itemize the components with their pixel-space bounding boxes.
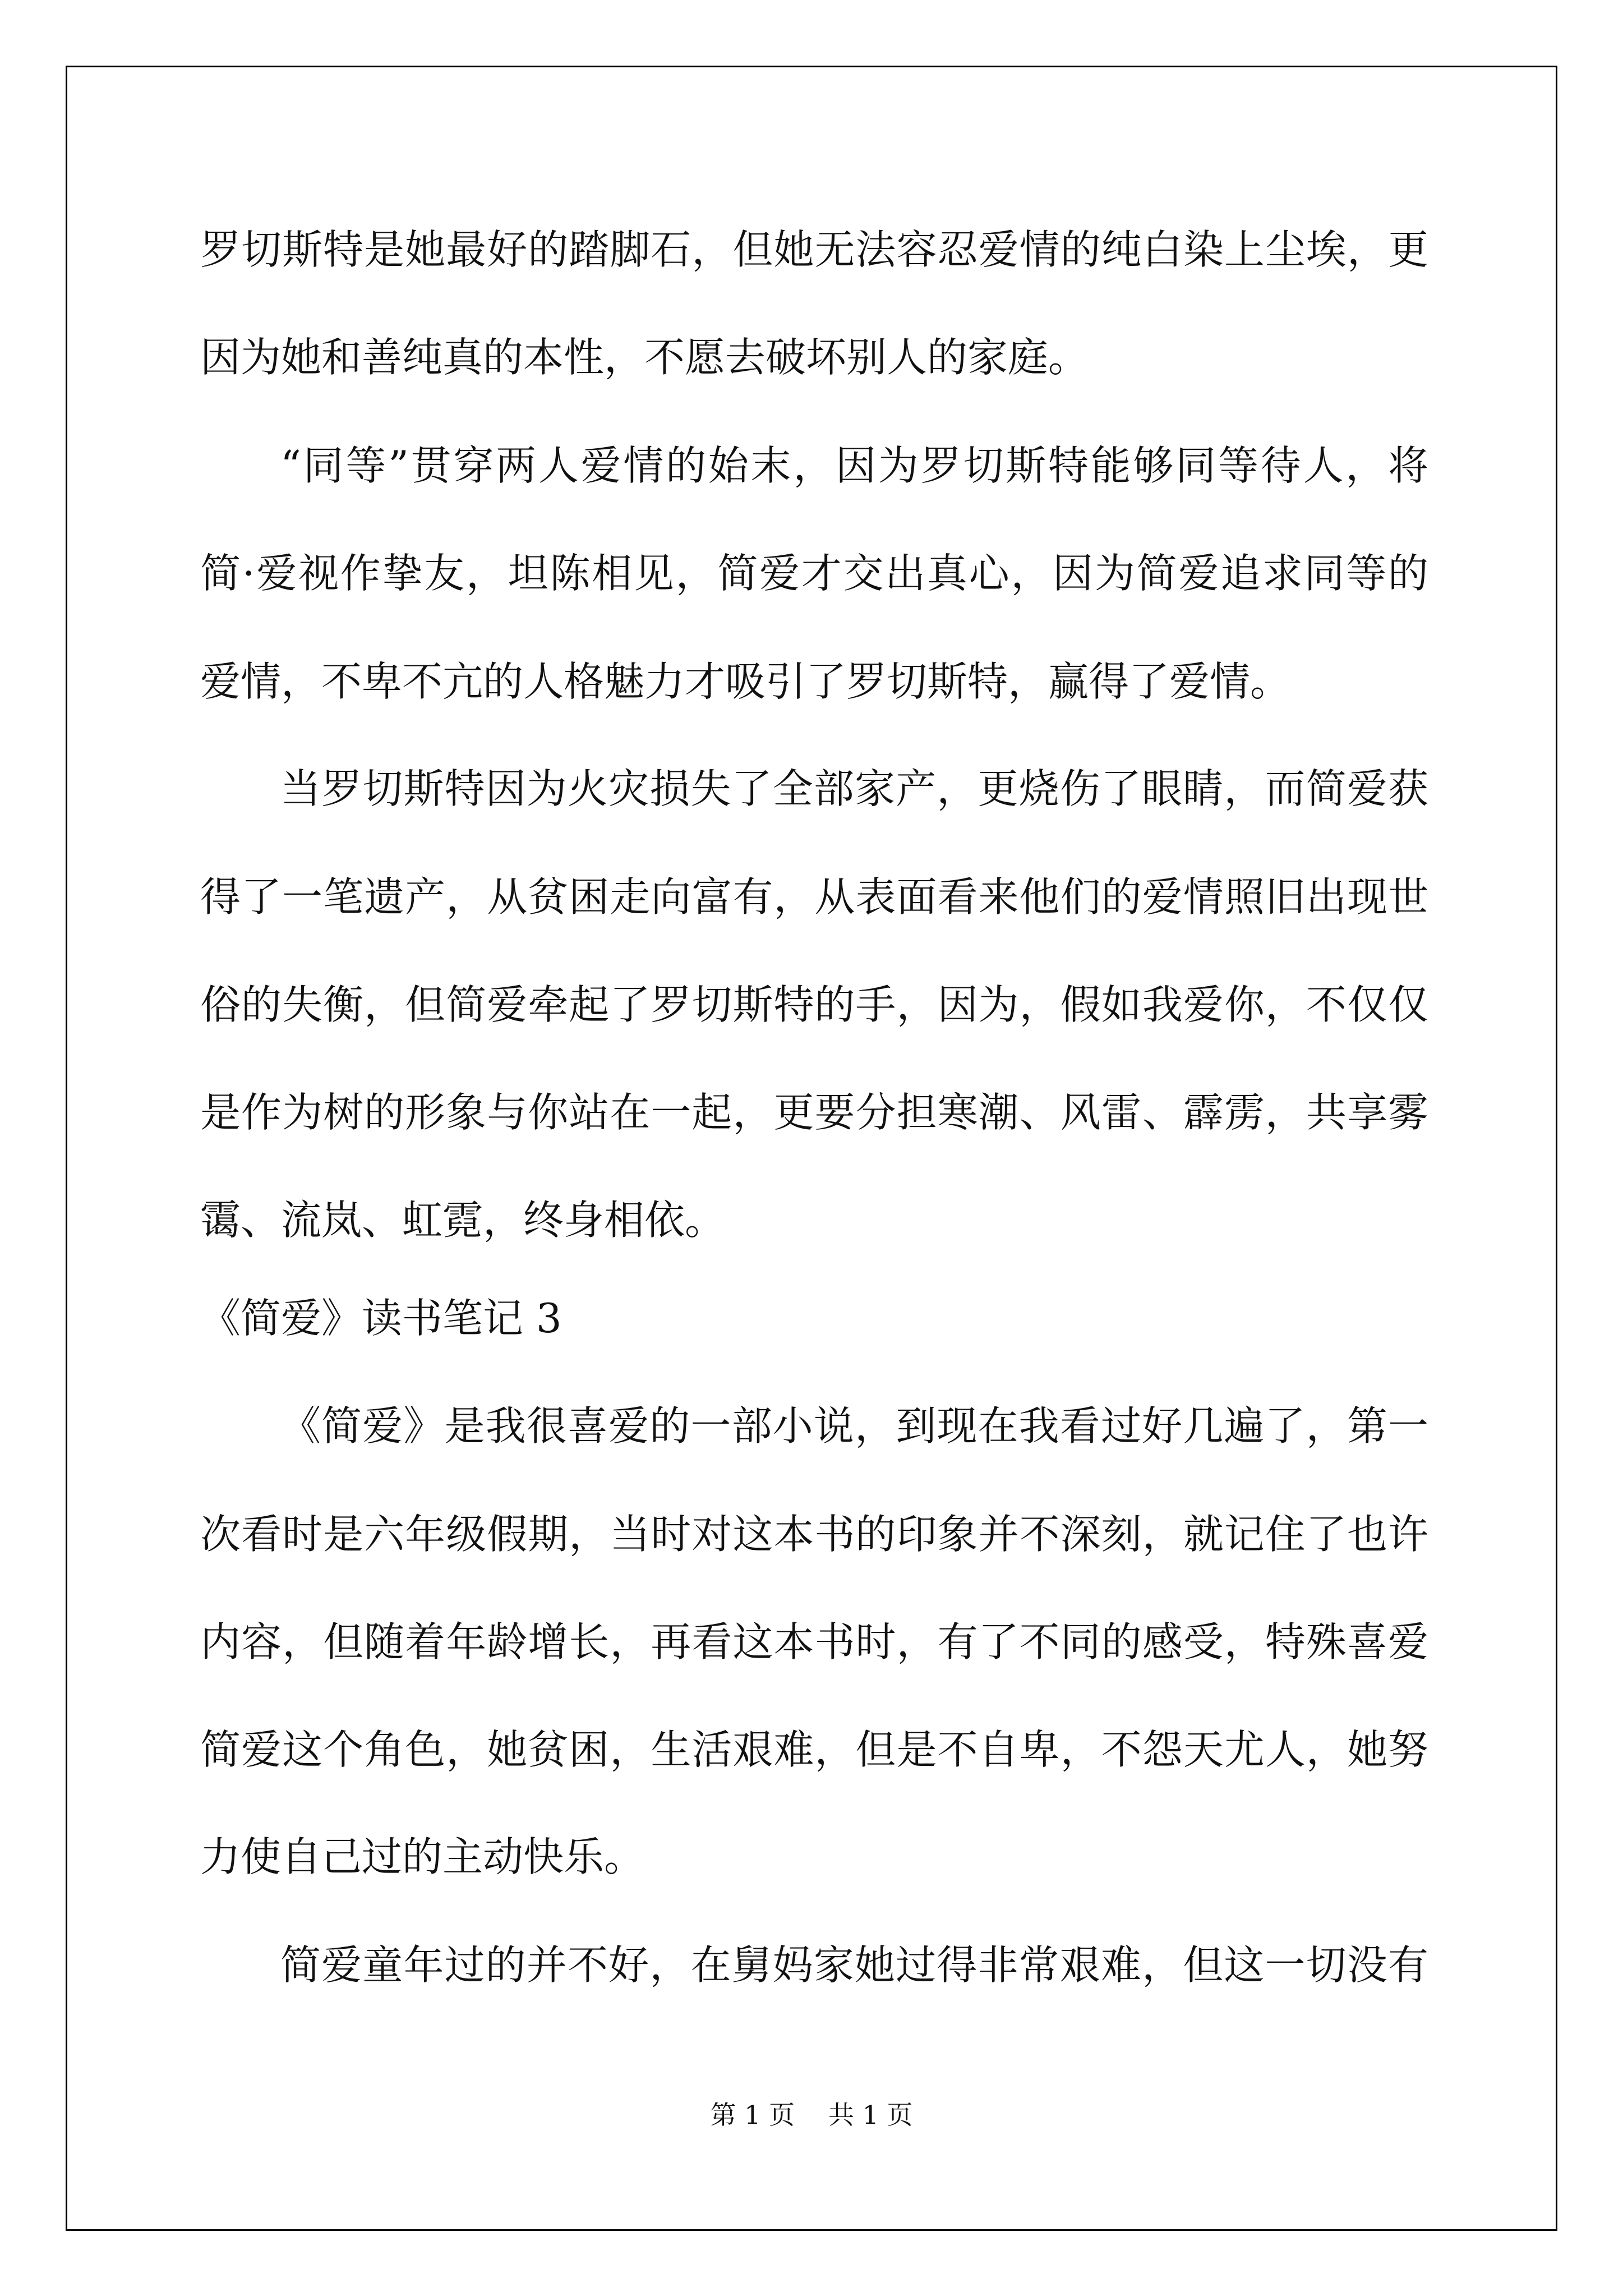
paragraph-3-line-5: 霭、流岚、虹霓，终身相依。 [200, 1197, 726, 1244]
paragraph-1-line-1: 罗切斯特是她最好的踏脚石，但她无法容忍爱情的纯白染上尘埃，更 [200, 226, 1428, 273]
paragraph-2-line-3: 爱情，不卑不亢的人格魅力才吸引了罗切斯特，赢得了爱情。 [200, 658, 1291, 705]
paragraph-2-line-1: “同等”贯穿两人爱情的始末，因为罗切斯特能够同等待人，将 [280, 442, 1428, 489]
paragraph-4-line-3: 内容，但随着年龄增长，再看这本书时，有了不同的感受，特殊喜爱 [200, 1618, 1428, 1665]
paragraph-2-line-2: 简·爱视作挚友，坦陈相见，简爱才交出真心，因为简爱追求同等的 [200, 550, 1428, 597]
page-total: 共 1 页 [828, 2100, 913, 2130]
section-heading: 《简爱》读书笔记 3 [200, 1295, 562, 1342]
paragraph-4-line-1: 《简爱》是我很喜爱的一部小说，到现在我看过好几遍了，第一 [280, 1402, 1428, 1450]
paragraph-4-line-2: 次看时是六年级假期，当时对这本书的印象并不深刻，就记住了也许 [200, 1511, 1428, 1558]
paragraph-1-line-2: 因为她和善纯真的本性，不愿去破坏别人的家庭。 [200, 334, 1089, 381]
paragraph-4-line-5: 力使自己过的主动快乐。 [200, 1833, 645, 1880]
paragraph-4-line-4: 简爱这个角色，她贫困，生活艰难，但是不自卑，不怨天尤人，她努 [200, 1726, 1428, 1773]
paragraph-3-line-4: 是作为树的形象与你站在一起，更要分担寒潮、风雷、霹雳，共享雾 [200, 1089, 1428, 1136]
paragraph-3-line-2: 得了一笔遗产，从贫困走向富有，从表面看来他们的爱情照旧出现世 [200, 873, 1428, 921]
page-footer [0, 2098, 1623, 2132]
paragraph-3-line-1: 当罗切斯特因为火灾损失了全部家产，更烧伤了眼睛，而简爱获 [280, 765, 1428, 812]
paragraph-3-line-3: 俗的失衡，但简爱牵起了罗切斯特的手，因为，假如我爱你，不仅仅 [200, 981, 1428, 1028]
paragraph-5-line-1: 简爱童年过的并不好，在舅妈家她过得非常艰难，但这一切没有 [280, 1941, 1428, 1989]
page-number: 第 1 页 [710, 2100, 795, 2130]
